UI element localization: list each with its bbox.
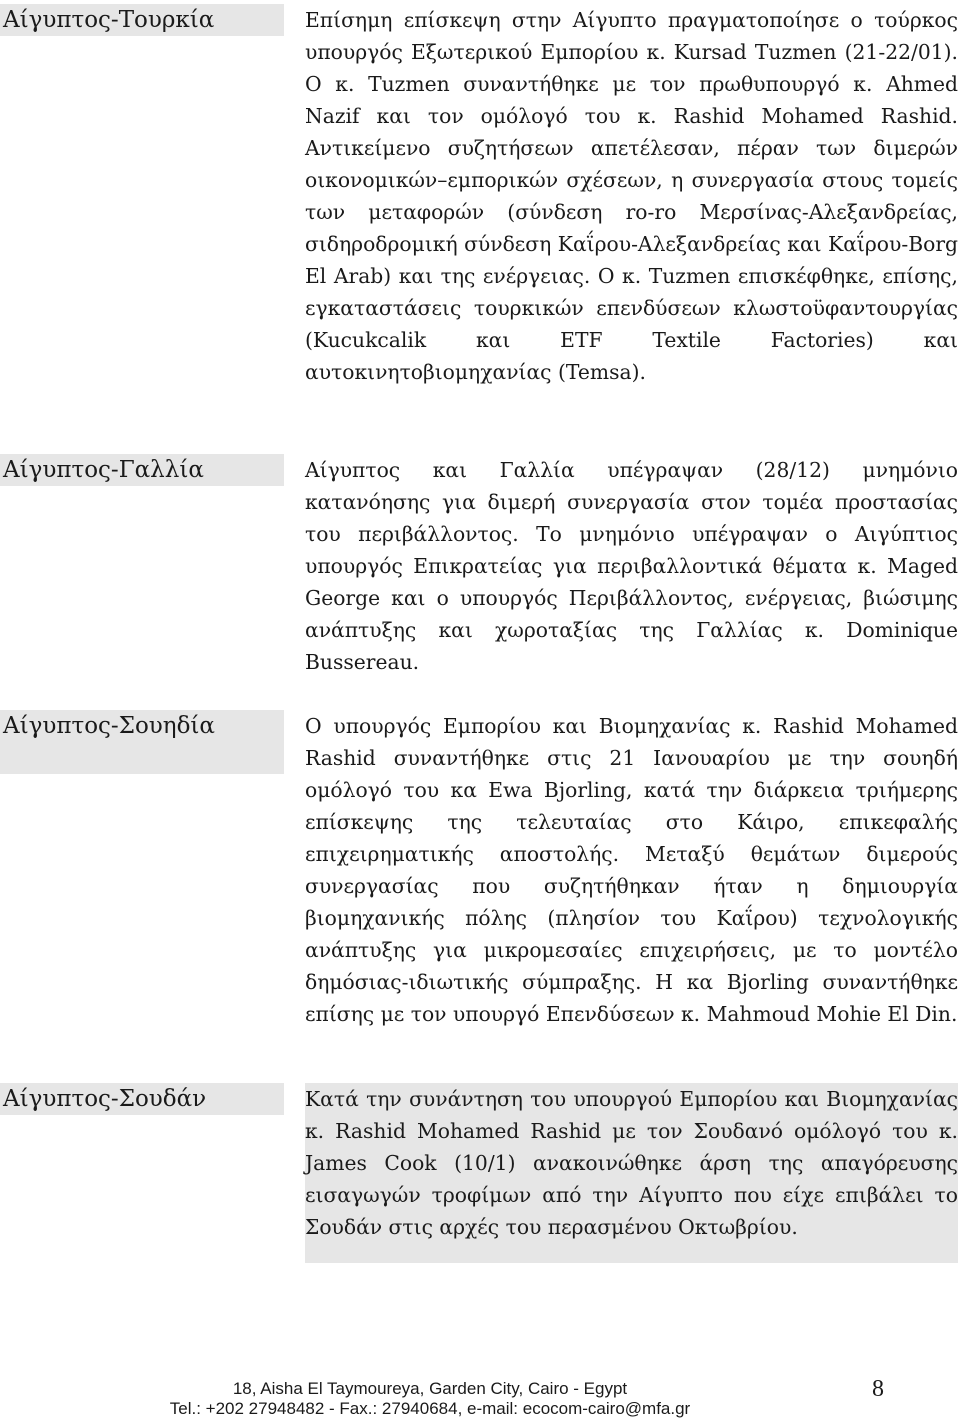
footer-address: 18, Aisha El Taymoureya, Garden City, Cairo - Egypt [232, 1379, 628, 1398]
section-label: Αίγυπτος-Τουρκία [0, 4, 284, 36]
section-text: Επίσημη επίσκεψη στην Αίγυπτο πραγματοποίησε ο τούρκος υπουργός Εξωτερικού Εμπορίου κ. Kursad Tuzmen (21-22/01). Ο κ. Tuzmen συναντήθηκε με τον πρωθυπουργό κ. Ahmed Nazif και τον ομόλογό του κ. Rashid Mohamed Rashid. Αντικείμενο συζητήσεων απετέλεσαν, πέραν των διμερών οικονομικών–εμπορικών σχέσεων, η συνεργασία στους τομείς των μεταφορών (σύνδεση ro-ro Μερσίνας-Αλεξανδρείας, σιδηροδρομική σύνδεση Καΐρου-Αλεξανδρείας και Καΐρου-Borg El Arab) και της ενέργειας. Ο κ. Tuzmen επισκέφθηκε, επίσης, εγκαταστάσεις τουρκικών επενδύσεων κλωστοϋφαντουργίας (Kucukcalik και ETF Textile Factories) και αυτοκινητοβιομηχανίας (Temsa). [305, 8, 958, 384]
section-label: Αίγυπτος-Σουηδία [0, 710, 284, 774]
page-number: 8 [872, 1376, 884, 1402]
section-text: Ο υπουργός Εμπορίου και Βιομηχανίας κ. Rashid Mohamed Rashid συναντήθηκε στις 21 Ιανουαρίου με την σουηδή ομόλογό του κα Ewa Bjorling, κατά την διάρκεια τριήμερης επίσκεψης της τελευταίας στο Κάιρο, επικεφαλής επιχειρηματικής αποστολής. Μεταξύ θεμάτων διμερούς συνεργασίας που συζητήθηκαν ήταν η δημιουργία βιομηχανικής πόλης (πλησίον του Καΐρου) τεχνολογικής ανάπτυξης για μικρομεσαίες επιχειρήσεις, με το μοντέλο δημόσιας-ιδιωτικής σύμπραξης. Η κα Bjorling συναντήθηκε επίσης με τον υπουργό Επενδύσεων κ. Mahmoud Mohie El Din. [305, 714, 958, 1026]
section-label: Αίγυπτος-Γαλλία [0, 454, 284, 486]
footer-contact: Tel.: +202 27948482 - Fax.: 27940684, e-mail: ecocom-cairo@mfa.gr [169, 1399, 691, 1418]
section-text: Αίγυπτος και Γαλλία υπέγραψαν (28/12) μνημόνιο κατανόησης για διμερή συνεργασία στον τομέα προστασίας του περιβάλλοντος. Το μνημόνιο υπέγραψαν ο Αιγύπτιος υπουργός Επικρατείας για περιβαλλοντικά θέματα κ. Maged George και ο υπουργός Περιβάλλοντος, ενέργειας, βιώσιμης ανάπτυξης και χωροταξίας της Γαλλίας κ. Dominique Bussereau. [305, 458, 958, 674]
section-label: Αίγυπτος-Σουδάν [0, 1083, 284, 1115]
section-text: Κατά την συνάντηση του υπουργού Εμπορίου και Βιομηχανίας κ. Rashid Mohamed Rashid με τον Σουδανό ομόλογό του κ. James Cook (10/1) ανακοινώθηκε άρση της απαγόρευσης εισαγωγών τροφίμων από την Αίγυπτο που είχε επιβάλει το Σουδάν στις αρχές του περασμένου Οκτωβρίου. [305, 1083, 958, 1263]
